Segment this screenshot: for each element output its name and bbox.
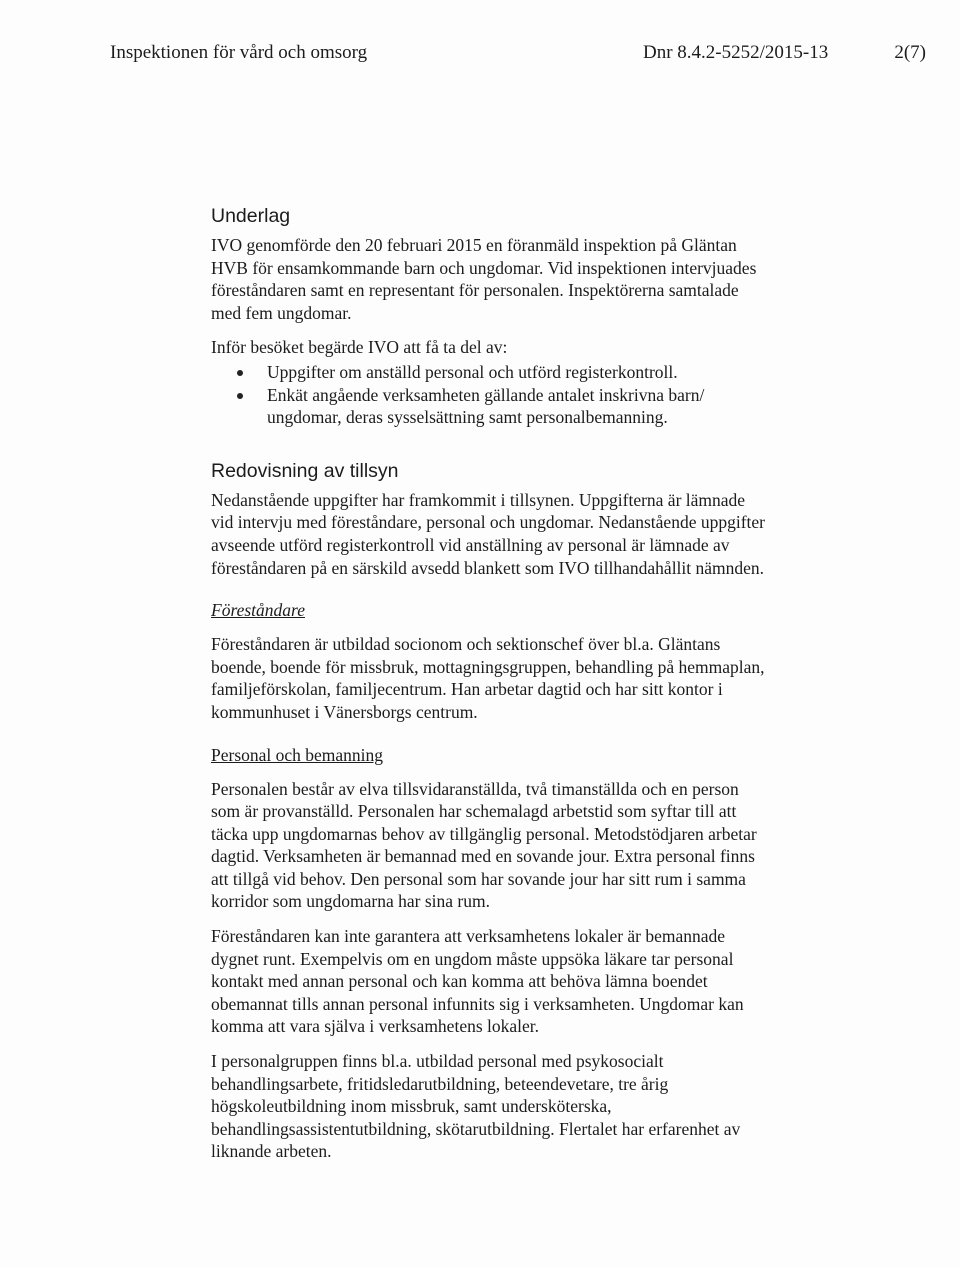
paragraph-personal-2: Föreståndaren kan inte garantera att verksamhetens lokaler är bemannade dygnet runt. Exempelvis om en ungdom måste uppsöka läkare tar personal kontakt med annan personal och kan komma att behöva lämna boendet obemannat tills annan personal infunnits sig i verksamheten. Ungdomar kan komma att vara själva i verksamhetens lokaler. — [211, 926, 744, 1037]
paragraph-underlag-2: Inför besöket begärde IVO att få ta del av: — [211, 337, 508, 358]
page-header — [110, 42, 926, 68]
paragraph-personal-3: I personalgruppen finns bl.a. utbildad personal med psykosocialt behandlingsarbete, fritidsledarutbildning, beteendevetare, tre årig högskoleutbildning inom missbruk, samt undersköterska, behandlingsassistentutbildning, skötarutbildning. Flertalet har erfarenhet av liknande arbeten. — [211, 1051, 741, 1162]
page-number: 2(7) — [894, 42, 926, 63]
heading-underlag: Underlag — [211, 205, 291, 227]
paragraph-redovisning: Nedanstående uppgifter har framkommit i tillsynen. Uppgifterna är lämnade vid intervju med föreståndare, personal och ungdomar. Nedanstående uppgifter avseende utförd registerkontroll vid anställning av personal är lämnade av föreståndaren på en särskild avsedd blankett som IVO tillhandahållit nämnden. — [211, 489, 765, 578]
heading-redovisning: Redovisning av tillsyn — [211, 459, 399, 482]
subheading-forestandare: Föreståndare — [211, 600, 305, 621]
paragraph-personal-1: Personalen består av elva tillsvidaranställda, två timanställda och en person som är provanställd. Personalen har schemalagd arbetstid som syftar till att täcka upp ungdomarnas behov av tillgänglig personal. Metodstödjaren arbetar dagtid. Verksamheten är bemannad med en sovande jour. Extra personal finns att tillgå vid behov. Den personal som har sovande jour har sitt rum i samma korridor som ungdomarna har sina rum. — [211, 778, 757, 912]
document-number: Dnr 8.4.2-5252/2015-13 — [643, 42, 829, 63]
document-body — [211, 204, 771, 1163]
list-item: Uppgifter om anställd personal och utförd registerkontroll. — [267, 361, 771, 384]
paragraph-forestandare: Föreståndaren är utbildad socionom och sektionschef över bl.a. Gläntans boende, boende för missbruk, mottagningsgruppen, behandling på hemmaplan, familjeförskolan, familjecentrum. Han arbetar dagtid och har sitt kontor i kommunhuset i Vänersborgs centrum. — [211, 634, 765, 722]
paragraph-underlag-1: IVO genomförde den 20 februari 2015 en föranmäld inspektion på Gläntan HVB för ensamkommande barn och ungdomar. Vid inspektionen intervjuades föreståndaren samt en representant för personalen. Inspektörerna samtalade med fem ungdomar. — [211, 235, 757, 323]
subheading-personal: Personal och bemanning — [211, 744, 384, 765]
list-item: Enkät angående verksamheten gällande antalet inskrivna barn/ ungdomar, deras sysselsättning samt personalbemanning. — [267, 384, 771, 429]
requested-items-list — [211, 361, 771, 429]
organization-name: Inspektionen för vård och omsorg — [110, 42, 368, 63]
